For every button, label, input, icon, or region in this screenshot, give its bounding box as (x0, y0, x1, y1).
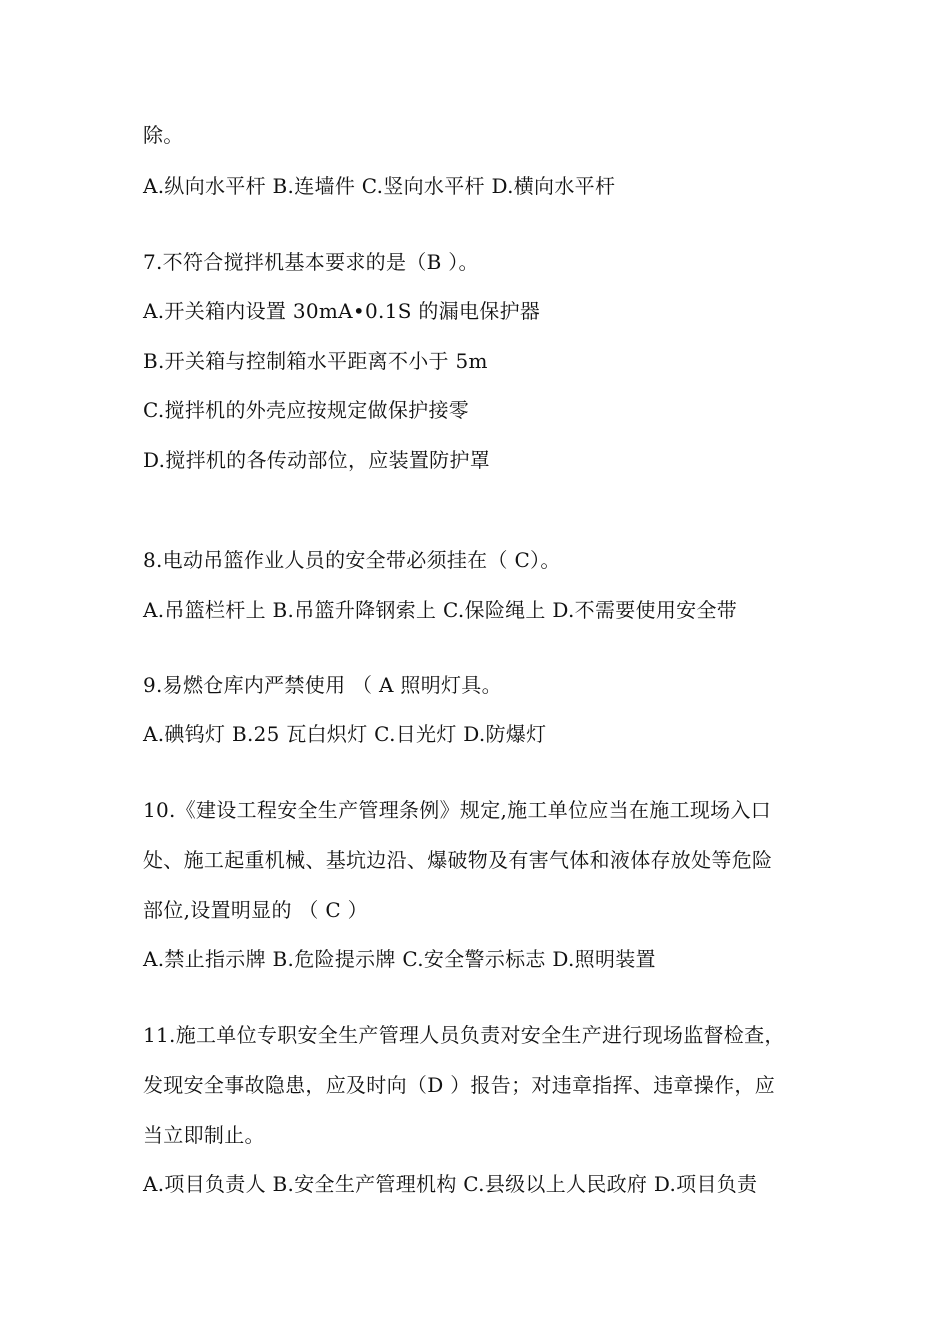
answer-options: A.吊篮栏杆上 B.吊篮升降钢索上 C.保险绳上 D.不需要使用安全带 (143, 598, 738, 622)
question-11-continued: 发现安全事故隐患，应及时向（D ）报告；对违章指挥、违章操作，应 (143, 1073, 775, 1097)
question-10: 10.《建设工程安全生产管理条例》规定,施工单位应当在施工现场入口 (143, 798, 772, 822)
question-7: 7.不符合搅拌机基本要求的是（B ）。 (143, 250, 479, 274)
answer-options: A.禁止指示牌 B.危险提示牌 C.安全警示标志 D.照明装置 (143, 947, 656, 971)
option-c: C.搅拌机的外壳应按规定做保护接零 (143, 398, 470, 422)
question-11-continued: 当立即制止。 (143, 1123, 265, 1147)
answer-options: A.纵向水平杆 B.连墙件 C.竖向水平杆 D.横向水平杆 (143, 174, 616, 198)
question-10-continued: 处、施工起重机械、基坑边沿、爆破物及有害气体和液体存放处等危险 (143, 848, 773, 872)
answer-options: A.项目负责人 B.安全生产管理机构 C.县级以上人民政府 D.项目负责 (143, 1172, 758, 1196)
question-10-continued: 部位,设置明显的 （ C ） (143, 898, 368, 922)
option-a: A.开关箱内设置 30mA•0.1S 的漏电保护器 (143, 299, 541, 323)
text-line: 除。 (143, 123, 184, 147)
option-b: B.开关箱与控制箱水平距离不小于 5m (143, 349, 488, 373)
question-9: 9.易燃仓库内严禁使用 （ A 照明灯具。 (143, 673, 502, 697)
option-d: D.搅拌机的各传动部位，应装置防护罩 (143, 448, 491, 472)
question-11: 11.施工单位专职安全生产管理人员负责对安全生产进行现场监督检查， (143, 1023, 785, 1047)
answer-options: A.碘钨灯 B.25 瓦白炽灯 C.日光灯 D.防爆灯 (143, 722, 547, 746)
question-8: 8.电动吊篮作业人员的安全带必须挂在（ C）。 (143, 548, 561, 572)
